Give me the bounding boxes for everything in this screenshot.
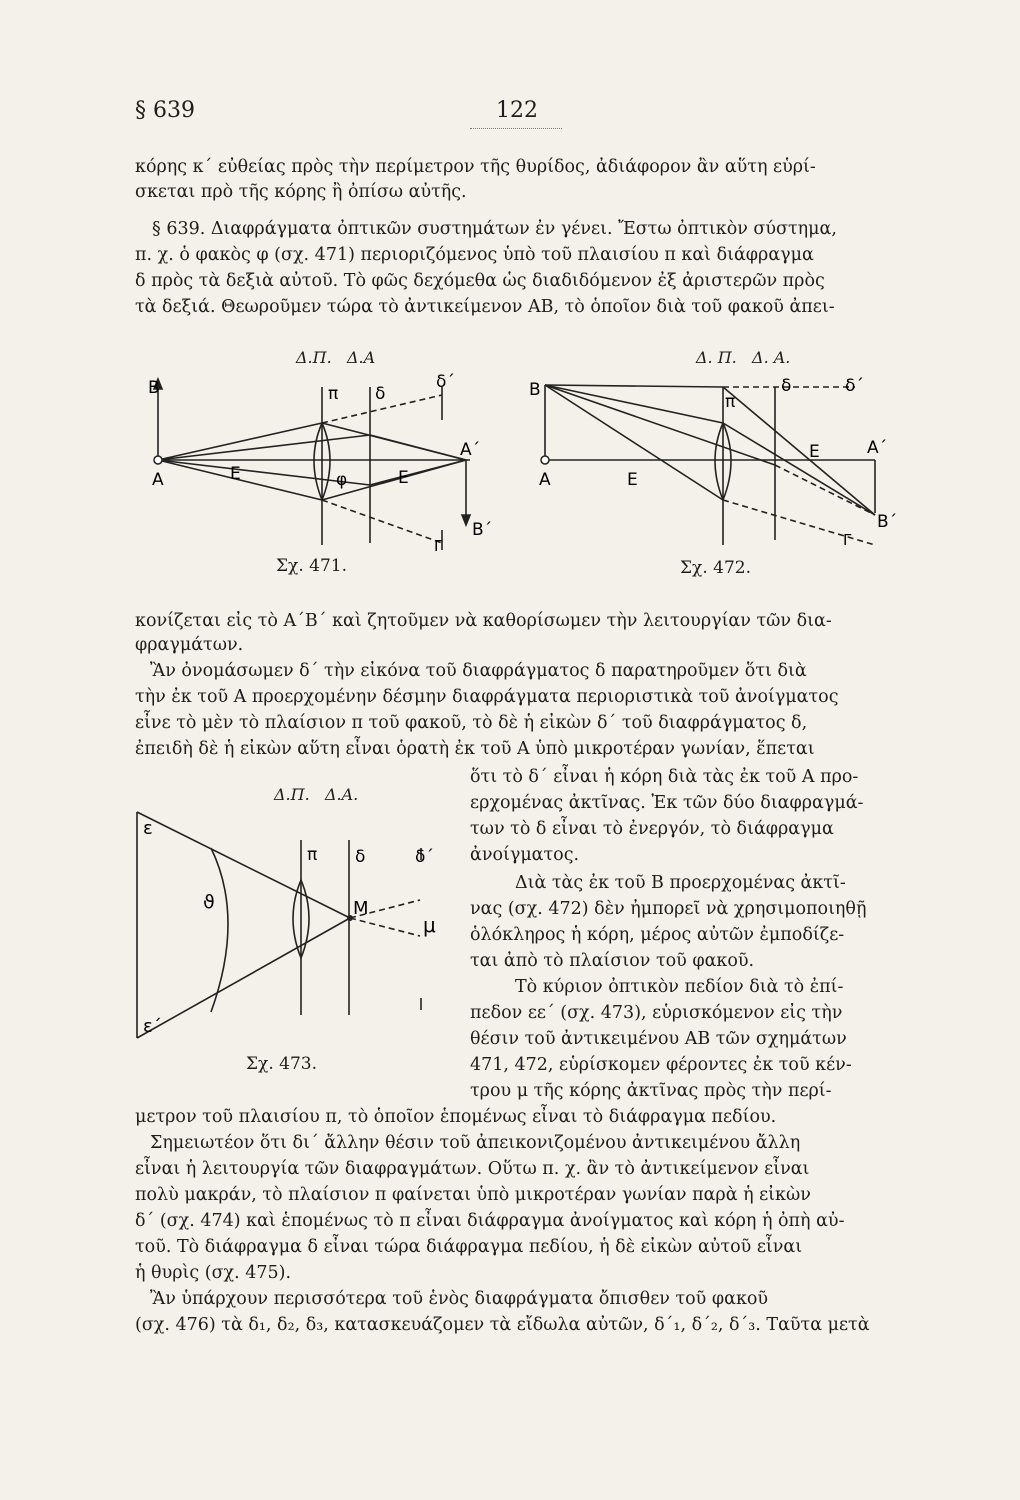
text-line: Ἂν ὀνομάσωμεν δ΄ τὴν εἰκόνα τοῦ διαφράγματος δ παρατηροῦμεν ὅτι διὰ	[150, 661, 807, 681]
text-line: φραγμάτων.	[135, 635, 244, 655]
arrow-head	[462, 515, 470, 525]
letter-epsilon: ε	[143, 818, 153, 839]
text-line: τρου μ τῆς κόρης ἀκτῖνας πρὸς τὴν περί-	[470, 1081, 832, 1101]
text-line: Σημειωτέον ὅτι δι΄ ἄλλην θέσιν τοῦ ἀπεικονιζομένου ἀντικειμένου ἄλλη	[150, 1133, 801, 1153]
text-line: νας (σχ. 472) δὲν ἠμπορεῖ νὰ χρησιμοποιηθῇ	[470, 899, 867, 919]
letter-A-prime: A΄	[460, 440, 481, 460]
letter-delta: δ	[375, 384, 386, 404]
text-line: τὰ δεξιά. Θεωροῦμεν τώρα τὸ ἀντικείμενον ΑΒ, τὸ ὁποῖον διὰ τοῦ φακοῦ ἀπει-	[135, 297, 835, 317]
ray	[723, 387, 875, 515]
figure-471	[130, 365, 510, 565]
letter-delta-prime: δ΄	[415, 847, 434, 867]
ray	[137, 918, 350, 1038]
ray	[545, 385, 723, 387]
text-line: πεδον εε΄ (σχ. 473), εὑρισκόμενον εἰς τὴν	[470, 1003, 843, 1023]
ray	[545, 385, 775, 465]
text-line: δ΄ (σχ. 474) καὶ ἑπομένως τὸ π εἶναι διάφραγμα ἀνοίγματος καὶ κόρη ἡ ὀπὴ αὐ-	[135, 1211, 845, 1231]
text-line: ἡ θυρὶς (σχ. 475).	[135, 1263, 292, 1283]
letter-A-prime: A΄	[867, 438, 888, 458]
text-line: ἐπειδὴ δὲ ἡ εἰκὼν αὕτη εἶναι ὁρατὴ ἐκ τοῦ Α ὑπὸ μικροτέραν γωνίαν, ἕπεται	[135, 739, 815, 759]
text-line: των τὸ δ εἶναι τὸ ἐνεργόν, τὸ διάφραγμα	[470, 819, 834, 839]
ray	[723, 423, 875, 515]
text-line: κονίζεται εἰς τὸ Α΄Β΄ καὶ ζητοῦμεν νὰ καθορίσωμεν τὴν λειτουργίαν τῶν δια-	[135, 611, 832, 631]
point-A	[154, 456, 162, 464]
letter-E: E	[809, 442, 820, 462]
section-heading-line: § 639. Διαφράγματα ὀπτικῶν συστημάτων ἐν γένει. Ἔστω ὀπτικὸν σύστημα,	[152, 219, 837, 239]
dashed-ray	[350, 918, 420, 936]
text-line: κόρης κ΄ εὐθείας πρὸς τὴν περίμετρον τῆς θυρίδος, ἀδιάφορον ἂν αὕτη εὑρί-	[135, 157, 816, 177]
fig472-label: Δ. Π. Δ. Α.	[696, 348, 791, 367]
text-line: πολὺ μακράν, τὸ πλαίσιον π φαίνεται ὑπὸ μικροτέραν γωνίαν παρὰ ἡ εἰκὼν	[135, 1185, 811, 1205]
letter-B-prime: B΄	[472, 520, 493, 540]
letter-delta: δ	[355, 847, 366, 867]
letter-Gamma: Γ	[843, 531, 852, 549]
ray	[137, 812, 350, 918]
ray	[158, 435, 370, 460]
dashed-ray	[322, 500, 442, 543]
text-line: τὴν ἐκ τοῦ Α προερχομένην δέσμην διαφράγματα περιοριστικὰ τοῦ ἀνοίγματος	[135, 687, 839, 707]
letter-phi: φ	[336, 470, 348, 490]
section-number: § 639	[135, 98, 195, 123]
point-A	[541, 456, 549, 464]
letter-theta: ϑ	[203, 891, 215, 913]
ray	[370, 460, 466, 485]
letter-B: B	[148, 378, 160, 398]
text-line: Τὸ κύριον ὀπτικὸν πεδίον διὰ τὸ ἐπί-	[515, 977, 844, 997]
header-rule	[470, 128, 562, 129]
figure-472	[525, 365, 905, 565]
letter-M: M	[353, 898, 369, 919]
fig471-caption: Σχ. 471.	[276, 556, 347, 576]
ray	[545, 385, 723, 423]
letter-pi: π	[328, 384, 339, 404]
text-line: μετρον τοῦ πλαισίου π, τὸ ὁποῖον ἑπομένως εἶναι τὸ διάφραγμα πεδίου.	[135, 1107, 777, 1127]
text-line: ερχομένας ἀκτῖνας. Ἐκ τῶν δύο διαφραγμά-	[470, 793, 864, 813]
letter-Gamma: Γ	[434, 537, 443, 555]
text-line: εἶναι ἡ λειτουργία τῶν διαφραγμάτων. Οὕτω π. χ. ἂν τὸ ἀντικείμενον εἶναι	[135, 1159, 810, 1179]
letter-A: A	[152, 470, 164, 490]
text-line: δ πρὸς τὰ δεξιὰ αὐτοῦ. Τὸ φῶς δεχόμεθα ὡς διαδιδόμενον ἐξ ἀριστερῶν πρὸς	[135, 271, 825, 291]
text-line: ὁλόκληρος ἡ κόρη, μέρος αὐτῶν ἐμποδίζε-	[470, 925, 845, 945]
letter-delta-prime: δ΄	[845, 376, 864, 396]
text-line: σκεται πρὸ τῆς κόρης ἢ ὀπίσω αὐτῆς.	[135, 182, 467, 202]
letter-pi: π	[725, 392, 736, 412]
text-line: εἶνε τὸ μὲν τὸ πλαίσιον π τοῦ φακοῦ, τὸ δὲ ἡ εἰκὼν δ΄ τοῦ διαφράγματος δ,	[135, 713, 808, 733]
letter-E: E	[398, 468, 409, 488]
text-line: ται ἀπὸ τὸ πλαίσιον τοῦ φακοῦ.	[470, 951, 755, 971]
letter-delta: δ	[781, 376, 792, 396]
fig472-caption: Σχ. 472.	[680, 558, 751, 578]
text-line: θέσιν τοῦ ἀντικειμένου ΑΒ τῶν σχημάτων	[470, 1029, 847, 1049]
letter-epsilon-prime: ε΄	[143, 1016, 162, 1037]
text-line: (σχ. 476) τὰ δ₁, δ₂, δ₃, κατασκευάζομεν τὰ εἴδωλα αὐτῶν, δ΄₁, δ΄₂, δ΄₃. Ταῦτα μετὰ	[135, 1315, 870, 1335]
letter-E: E	[627, 470, 638, 490]
letter-mu: μ	[423, 913, 436, 937]
text-line: ὅτι τὸ δ΄ εἶναι ἡ κόρη διὰ τὰς ἐκ τοῦ Α προ-	[470, 767, 859, 787]
letter-B-prime: B΄	[877, 512, 898, 532]
text-line: ἀνοίγματος.	[470, 845, 580, 865]
ray	[158, 423, 322, 460]
letter-A: A	[539, 470, 551, 490]
fig471-label: Δ.Π. Δ.Α	[296, 348, 376, 367]
fig473-label: Δ.Π. Δ.Α.	[274, 785, 359, 804]
letter-pi: π	[307, 845, 318, 865]
ray	[370, 435, 466, 460]
text-line: Διὰ τὰς ἐκ τοῦ Β προερχομένας ἀκτῖ-	[515, 873, 846, 893]
fig473-caption: Σχ. 473.	[246, 1054, 317, 1074]
text-line: τοῦ. Τὸ διάφραγμα δ εἶναι τώρα διάφραγμα πεδίου, ἡ δὲ εἰκὼν αὐτοῦ εἶναι	[135, 1237, 803, 1257]
page-number: 122	[496, 98, 538, 123]
dashed-ray	[723, 500, 875, 545]
text-line: π. χ. ὁ φακὸς φ (σχ. 471) περιοριζόμενος ὑπὸ τοῦ πλαισίου π καὶ διάφραγμα	[135, 245, 814, 265]
text-line: 471, 472, εὑρίσκομεν φέροντες ἐκ τοῦ κέν-	[470, 1055, 852, 1075]
figure-473	[125, 800, 455, 1050]
text-line: Ἂν ὑπάρχουν περισσότερα τοῦ ἑνὸς διαφράγματα ὄπισθεν τοῦ φακοῦ	[150, 1289, 769, 1309]
letter-E: E	[230, 464, 241, 484]
letter-delta-prime: δ΄	[436, 372, 455, 392]
letter-B: B	[529, 380, 541, 400]
